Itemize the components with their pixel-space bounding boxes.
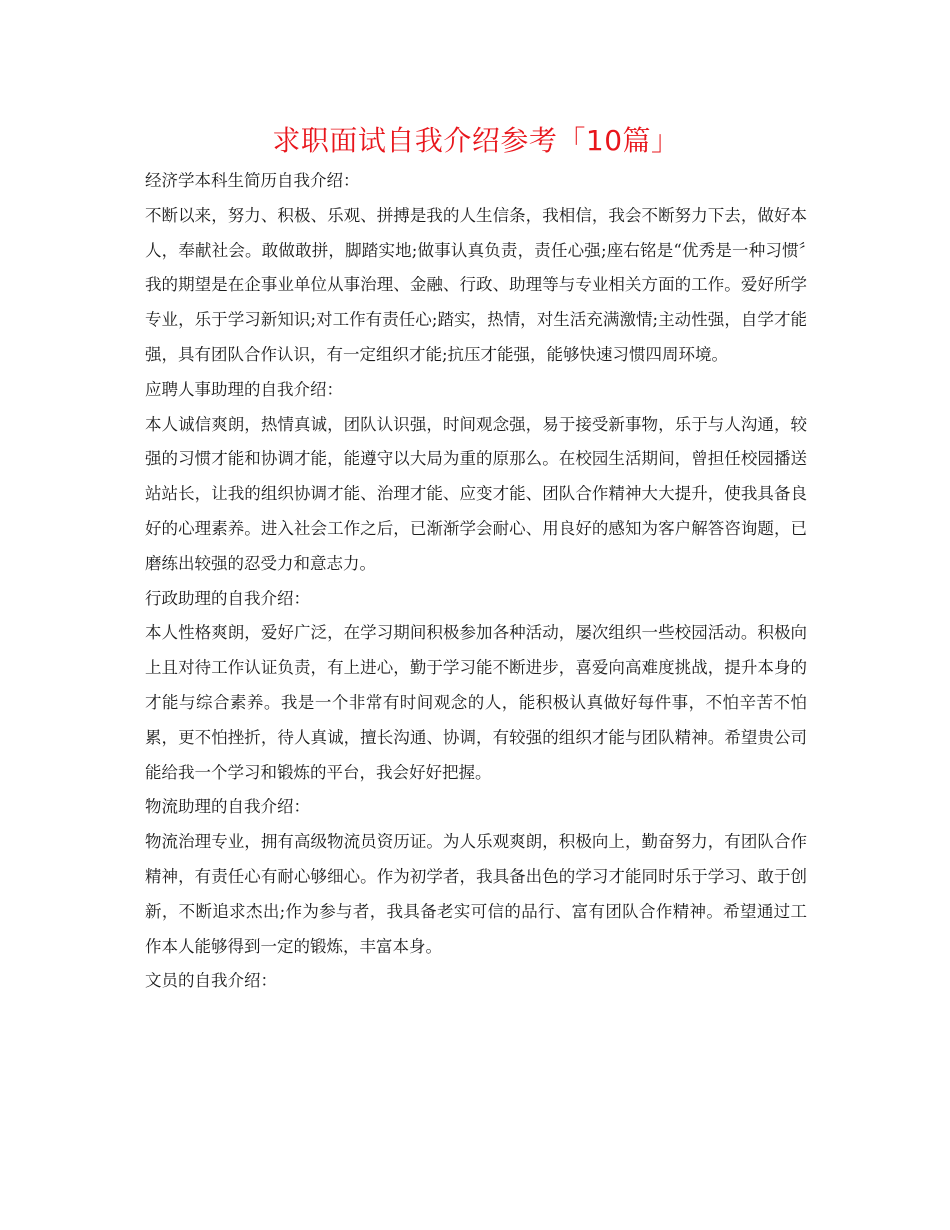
section-heading-clerk: 文员的自我介绍： [145, 971, 277, 991]
section-heading-logistics-assistant: 物流助理的自我介绍： [145, 797, 310, 817]
document-title: 求职面试自我介绍参考「10篇」 [272, 124, 680, 157]
document-page [145, 118, 807, 999]
section-heading-hr-assistant: 应聘人事助理的自我介绍： [145, 379, 343, 399]
section-body-admin-assistant: 本人性格爽朗，爱好广泛，在学习期间积极参加各种活动，屡次组织一些校园活动。积极向上且对待工作认证负责，有上进心，勤于学习能不断进步，喜爱向高难度挑战，提升本身的才能与综合素养。我是一个非常有时间观念的人，能积极认真做好每件事，不怕辛苦不怕累，更不怕挫折，待人真诚，擅长沟通、协调，有较强的组织才能与团队精神。希望贵公司能给我一个学习和锻炼的平台，我会好好把握。 [145, 623, 807, 782]
section-body-hr-assistant: 本人诚信爽朗，热情真诚，团队认识强，时间观念强，易于接受新事物，乐于与人沟通，较强的习惯才能和协调才能，能遵守以大局为重的原那么。在校园生活期间，曾担任校园播送站站长，让我的组织协调才能、治理才能、应变才能、团队合作精神大大提升，使我具备良好的心理素养。进入社会工作之后，已渐渐学会耐心、用良好的感知为客户解答咨询题，已磨练出较强的忍受力和意志力。 [145, 414, 807, 573]
section-body-economics: 不断以来，努力、积极、乐观、拼搏是我的人生信条，我相信，我会不断努力下去，做好本人，奉献社会。敢做敢拼，脚踏实地;做事认真负责，责任心强;座右铭是“优秀是一种习惯〞我的期望是在企事业单位从事治理、金融、行政、助理等与专业相关方面的工作。爱好所学专业，乐于学习新知识;对工作有责任心;踏实，热情，对生活充满激情;主动性强，自学才能强，具有团队合作认识，有一定组织才能;抗压才能强，能够快速习惯四周环境。 [145, 205, 807, 364]
section-heading-admin-assistant: 行政助理的自我介绍： [145, 588, 310, 608]
section-body-logistics-assistant: 物流治理专业，拥有高级物流员资历证。为人乐观爽朗，积极向上，勤奋努力，有团队合作精神，有责任心有耐心够细心。作为初学者，我具备出色的学习才能同时乐于学习、敢于创新，不断追求杰出;作为参与者，我具备老实可信的品行、富有团队合作精神。希望通过工作本人能够得到一定的锻炼，丰富本身。 [145, 832, 807, 956]
section-heading-economics: 经济学本科生简历自我介绍： [145, 171, 360, 190]
